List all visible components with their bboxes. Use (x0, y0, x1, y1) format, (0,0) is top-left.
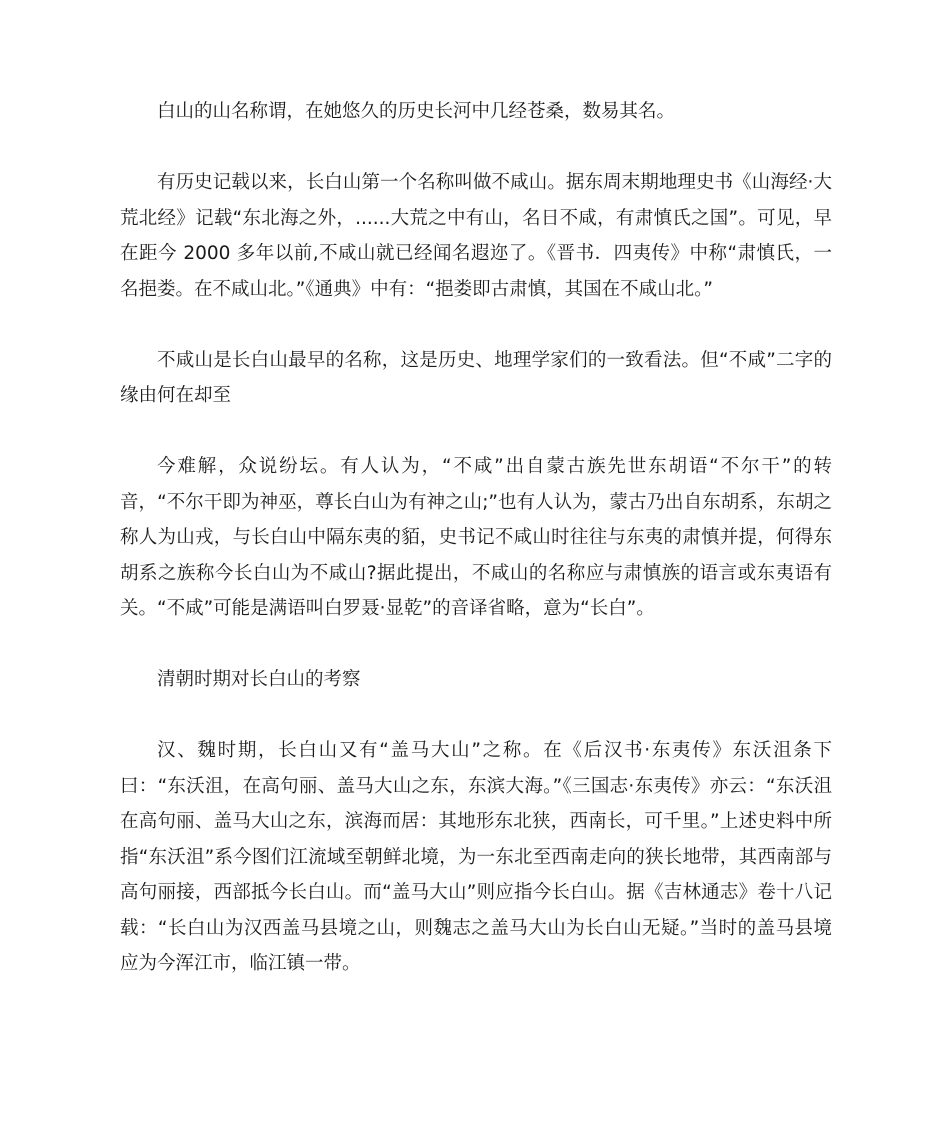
paragraph-earliest-name: 不咸山是长白山最早的名称，这是历史、地理学家们的一致看法。但“不咸”二字的缘由何在却至 (120, 349, 832, 406)
paragraph-intro: 白山的山名称谓，在她悠久的历史长河中几经苍桑，数易其名。 (157, 101, 676, 122)
paragraph-buxianshan-origin: 有历史记载以来，长白山第一个名称叫做不咸山。据东周末期地理史书《山海经·大荒北经》记载“东北海之外，......大荒之中有山，名日不咸，有肃慎氏之国”。可见，早在距今 2000 多年以前,不咸山就已经闻名遐迩了。《晋书．四夷传》中称“肃慎氏，一名挹娄。在不咸山北。”《通典》中有：“挹娄即古肃慎，其国在不咸山北。” (120, 172, 832, 300)
section-heading-qing-survey: 清朝时期对长白山的考察 (157, 669, 361, 690)
paragraph-gaima-mountain: 汉、魏时期，长白山又有“盖马大山”之称。在《后汉书·东夷传》东沃沮条下曰：“东沃沮，在高句丽、盖马大山之东，东滨大海。”《三国志·东夷传》亦云：“东沃沮在高句丽、盖马大山之东，滨海而居：其地形东北狭，西南长，可千里。”上述史料中所指“东沃沮”系今图们江流域至朝鲜北境，为一东北至西南走向的狭长地带，其西南部与高句丽接，西部抵今长白山。而“盖马大山”则应指今长白山。据《吉林通志》卷十八记载：“长白山为汉西盖马县境之山，则魏志之盖马大山为长白山无疑。”当时的盖马县境应为今浑江市，临江镇一带。 (120, 740, 832, 974)
paragraph-name-theories: 今难解，众说纷坛。有人认为，“不咸”出自蒙古族先世东胡语“不尔干”的转音，“不尔干即为神巫，尊长白山为有神之山;”也有人认为，蒙古乃出自东胡系，东胡之称人为山戎，与长白山中隔东夷的貊，史书记不咸山时往往与东夷的肃慎并提，何得东胡系之族称今长白山为不咸山?据此提出，不咸山的名称应与肃慎族的语言或东夷语有关。“不咸”可能是满语叫白罗聂·显乾”的音译省略，意为“长白”。 (120, 456, 832, 619)
document-body (120, 94, 832, 982)
